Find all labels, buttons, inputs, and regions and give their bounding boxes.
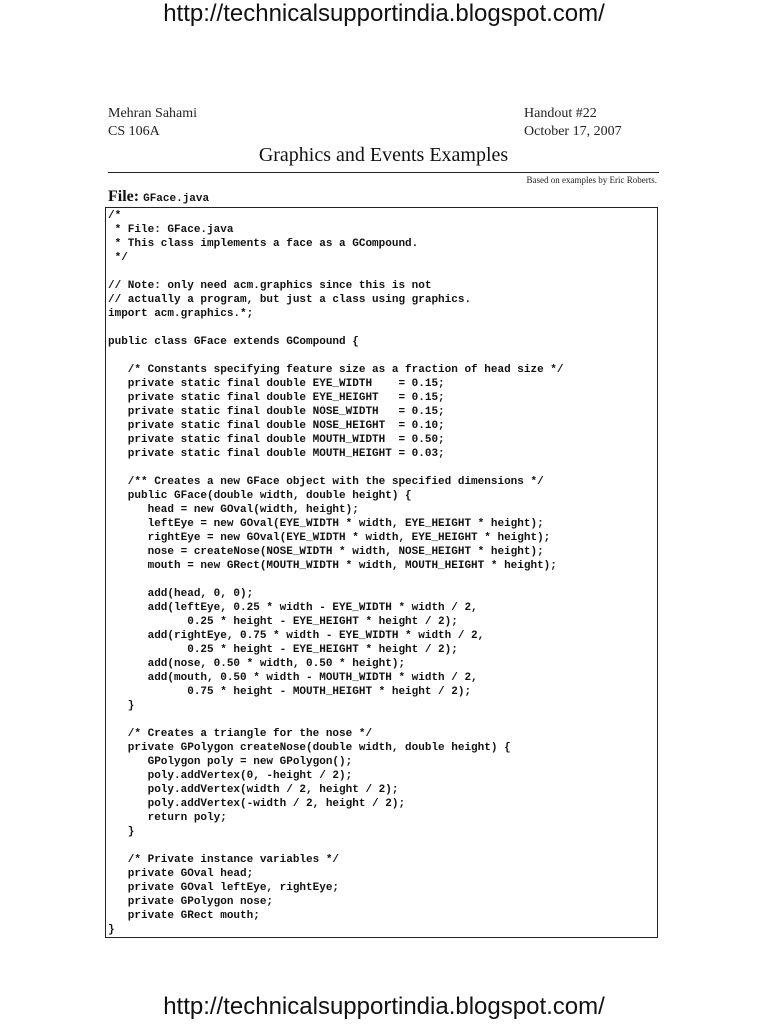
code-line: head = new GOval(width, height);: [108, 504, 359, 516]
code-line: }: [108, 924, 115, 936]
code-line: // actually a program, but just a class using graphics.: [108, 294, 472, 306]
code-line: private static final double NOSE_WIDTH = 0.15;: [108, 406, 445, 418]
code-line: 0.25 * height - EYE_HEIGHT * height / 2);: [108, 616, 458, 628]
code-line: [108, 265, 563, 279]
code-line: private GRect mouth;: [108, 910, 260, 922]
code-line: add(rightEye, 0.75 * width - EYE_WIDTH * width / 2,: [108, 630, 485, 642]
code-line: GPolygon poly = new GPolygon();: [108, 756, 353, 768]
code-line: private static final double NOSE_HEIGHT = 0.10;: [108, 420, 445, 432]
code-line: [108, 321, 563, 335]
code-line: /* Constants specifying feature size as a fraction of head size */: [108, 364, 564, 376]
code-line: private GOval head;: [108, 868, 254, 880]
handout-number: Handout #22: [524, 106, 597, 121]
code-line: [108, 573, 563, 587]
code-line: /* Creates a triangle for the nose */: [108, 728, 373, 740]
code-line: 0.75 * height - MOUTH_HEIGHT * height / 2);: [108, 686, 472, 698]
code-line: [108, 839, 563, 853]
code-line: mouth = new GRect(MOUTH_WIDTH * width, MOUTH_HEIGHT * height);: [108, 560, 557, 572]
credit-note: Based on examples by Eric Roberts.: [526, 175, 657, 185]
code-line: * This class implements a face as a GCompound.: [108, 238, 419, 250]
code-line: add(head, 0, 0);: [108, 588, 254, 600]
code-line: nose = createNose(NOSE_WIDTH * width, NOSE_HEIGHT * height);: [108, 546, 544, 558]
code-line: add(nose, 0.50 * width, 0.50 * height);: [108, 658, 406, 670]
code-listing: [108, 209, 563, 937]
code-line: private GOval leftEye, rightEye;: [108, 882, 340, 894]
code-line: [108, 713, 563, 727]
code-line: poly.addVertex(width / 2, height / 2);: [108, 784, 399, 796]
file-name: GFace.java: [143, 193, 210, 205]
code-line: poly.addVertex(-width / 2, height / 2);: [108, 798, 406, 810]
code-line: }: [108, 700, 135, 712]
code-line: [108, 461, 563, 475]
code-line: private static final double EYE_HEIGHT = 0.15;: [108, 392, 445, 404]
code-line: private GPolygon createNose(double width, double height) {: [108, 742, 511, 754]
code-line: return poly;: [108, 812, 227, 824]
code-line: public GFace(double width, double height) {: [108, 490, 412, 502]
code-line: add(leftEye, 0.25 * width - EYE_WIDTH * width / 2,: [108, 602, 478, 614]
code-line: import acm.graphics.*;: [108, 308, 254, 320]
code-line: // Note: only need acm.graphics since this is not: [108, 280, 432, 292]
watermark-url-top[interactable]: http://technicalsupportindia.blogspot.com/: [163, 0, 605, 27]
author-name: Mehran Sahami: [108, 106, 198, 121]
code-line: public class GFace extends GCompound {: [108, 336, 359, 348]
file-label: File:: [108, 188, 140, 205]
course-code: CS 106A: [108, 124, 160, 139]
code-line: private static final double EYE_WIDTH = 0.15;: [108, 378, 445, 390]
watermark-url-bottom[interactable]: http://technicalsupportindia.blogspot.com/: [163, 993, 605, 1020]
code-line: */: [108, 252, 128, 264]
code-line: leftEye = new GOval(EYE_WIDTH * width, EYE_HEIGHT * height);: [108, 518, 544, 530]
code-line: private static final double MOUTH_WIDTH = 0.50;: [108, 434, 445, 446]
code-line: private static final double MOUTH_HEIGHT = 0.03;: [108, 448, 445, 460]
code-line: private GPolygon nose;: [108, 896, 274, 908]
code-line: [108, 349, 563, 363]
file-heading: [108, 187, 209, 209]
code-line: }: [108, 826, 135, 838]
handout-date: October 17, 2007: [524, 124, 622, 139]
code-line: add(mouth, 0.50 * width - MOUTH_WIDTH * width / 2,: [108, 672, 478, 684]
code-line: 0.25 * height - EYE_HEIGHT * height / 2);: [108, 644, 458, 656]
code-line: /*: [108, 210, 122, 222]
code-line: /* Private instance variables */: [108, 854, 340, 866]
code-line: rightEye = new GOval(EYE_WIDTH * width, EYE_HEIGHT * height);: [108, 532, 551, 544]
title-rule: [108, 172, 659, 173]
code-line: * File: GFace.java: [108, 224, 234, 236]
document-title: Graphics and Events Examples: [258, 144, 509, 166]
code-line: poly.addVertex(0, -height / 2);: [108, 770, 353, 782]
code-listing-box: [105, 207, 658, 938]
code-line: /** Creates a new GFace object with the specified dimensions */: [108, 476, 544, 488]
